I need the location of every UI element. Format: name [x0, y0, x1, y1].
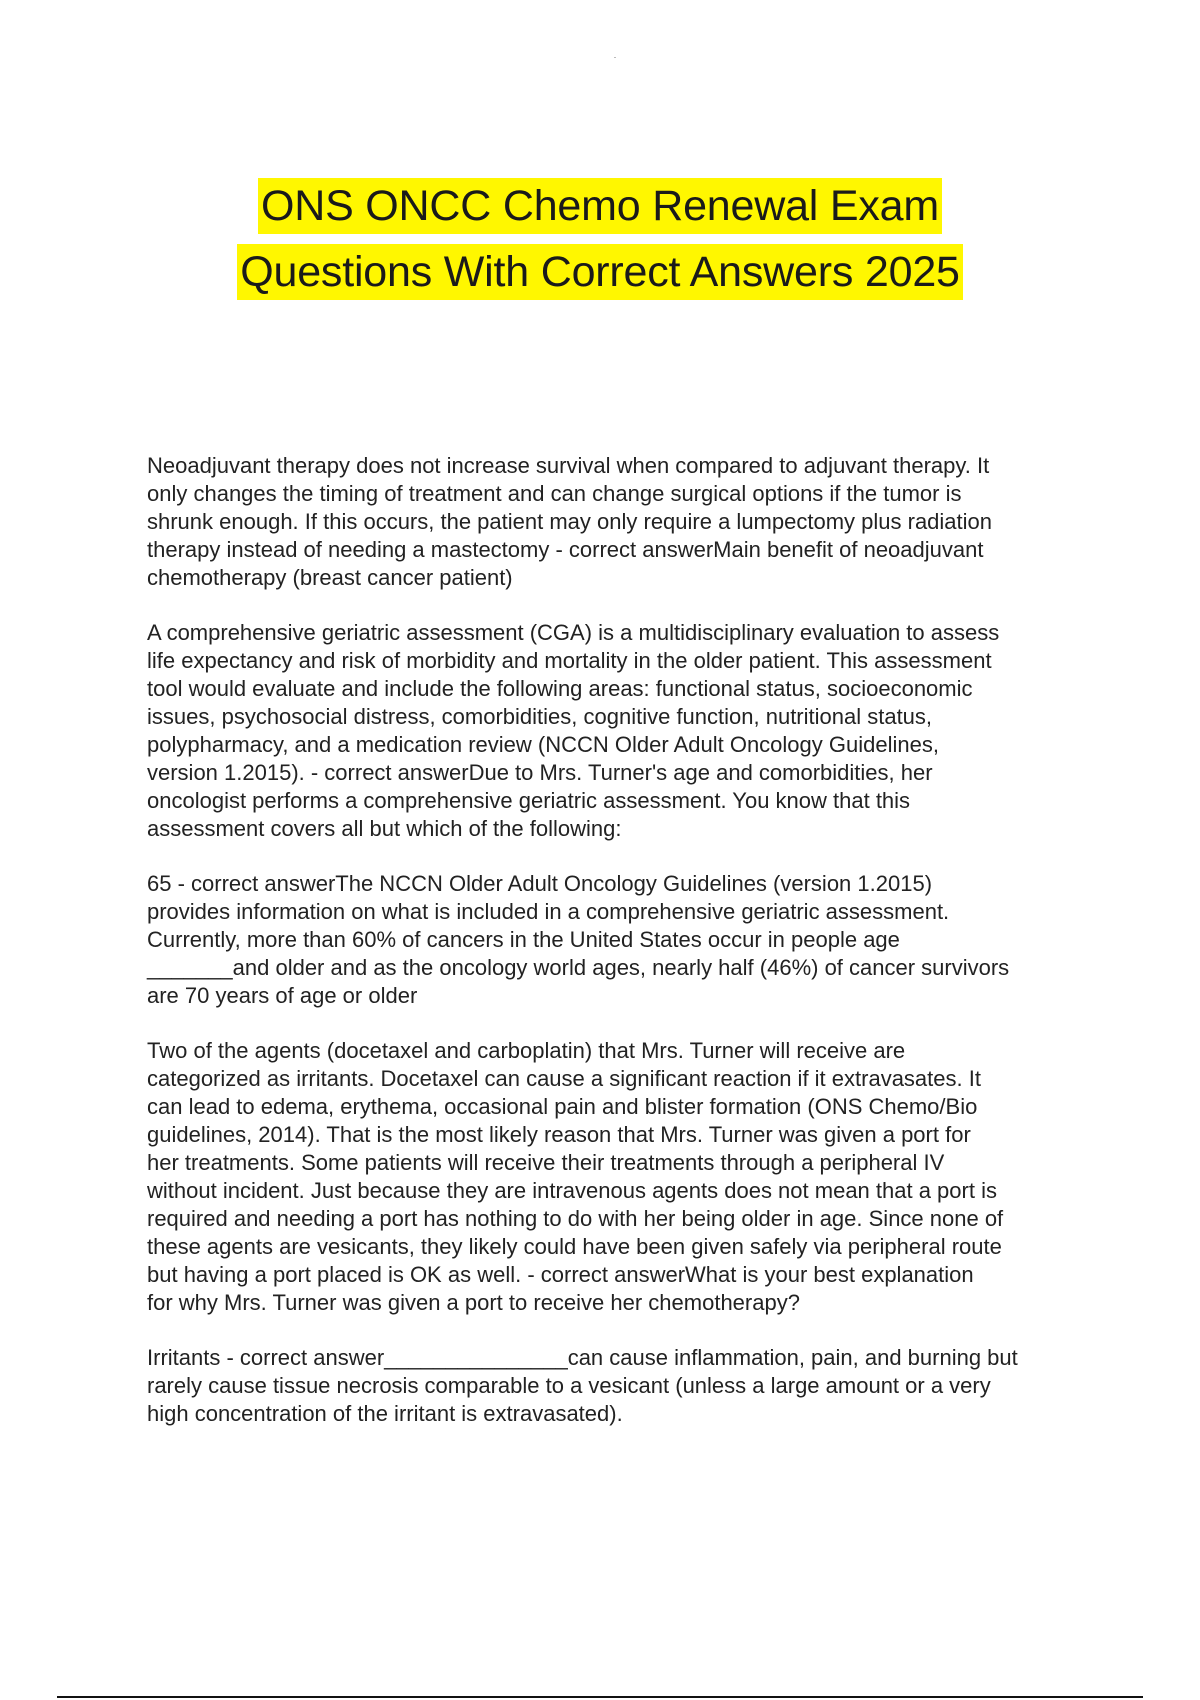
footer-divider: [57, 1696, 1143, 1698]
qa-block-neoadjuvant: Neoadjuvant therapy does not increase survival when compared to adjuvant therapy. It only changes the timing of treatment and can change surgical options if the tumor is shrunk enough. If this occurs, the patient may only require a lumpectomy plus radiation therapy instead of needing a mastectomy - correct answerMain benefit of neoadjuvant chemotherapy (breast cancer patient): [147, 453, 993, 590]
qa-block-age-65: 65 - correct answerThe NCCN Older Adult Oncology Guidelines (version 1.2015) provides information on what is included in a comprehensive geriatric assessment. Currently, more than 60% of cancers in the United States occur in people age _______and older and as the oncology world ages, nearly half (46%) of cancer survivors are 70 years of age or older: [147, 871, 1010, 1008]
qa-block-geriatric-assessment: A comprehensive geriatric assessment (CGA) is a multidisciplinary evaluation to assess life expectancy and risk of morbidity and mortality in the older patient. This assessment tool would evaluate and include the following areas: functional status, socioeconomic issues, psychosocial distress, comorbidities, cognitive function, nutritional status, polypharmacy, and a medication review (NCCN Older Adult Oncology Guidelines, version 1.2015). - correct answerDue to Mrs. Turner's age and comorbidities, her oncologist performs a comprehensive geriatric assessment. You know that this assessment covers all but which of the following:: [147, 620, 1000, 841]
page-title: [0, 178, 1200, 310]
title-line-2: Questions With Correct Answers 2025: [237, 244, 963, 300]
title-row-1: [0, 178, 1200, 244]
qa-block-irritants: Irritants - correct answer_______________can cause inflammation, pain, and burning but rarely cause tissue necrosis comparable to a vesicant (unless a large amount or a very high concentration of the irritant is extravasated).: [147, 1345, 1018, 1426]
scan-artifact-dot: [614, 57, 616, 58]
title-row-2: [0, 244, 1200, 310]
qa-block-port-explanation: Two of the agents (docetaxel and carboplatin) that Mrs. Turner will receive are categorized as irritants. Docetaxel can cause a significant reaction if it extravasates. It can lead to edema, erythema, occasional pain and blister formation (ONS Chemo/Bio guidelines, 2014). That is the most likely reason that Mrs. Turner was given a port for her treatments. Some patients will receive their treatments through a peripheral IV without incident. Just because they are intravenous agents does not mean that a port is required and needing a port has nothing to do with her being older in age. Since none of these agents are vesicants, they likely could have been given safely via peripheral route but having a port placed is OK as well. - correct answerWhat is your best explanation for why Mrs. Turner was given a port to receive her chemotherapy?: [147, 1038, 1004, 1315]
question-answer-list: [147, 452, 1089, 1455]
title-line-1: ONS ONCC Chemo Renewal Exam: [258, 178, 942, 234]
